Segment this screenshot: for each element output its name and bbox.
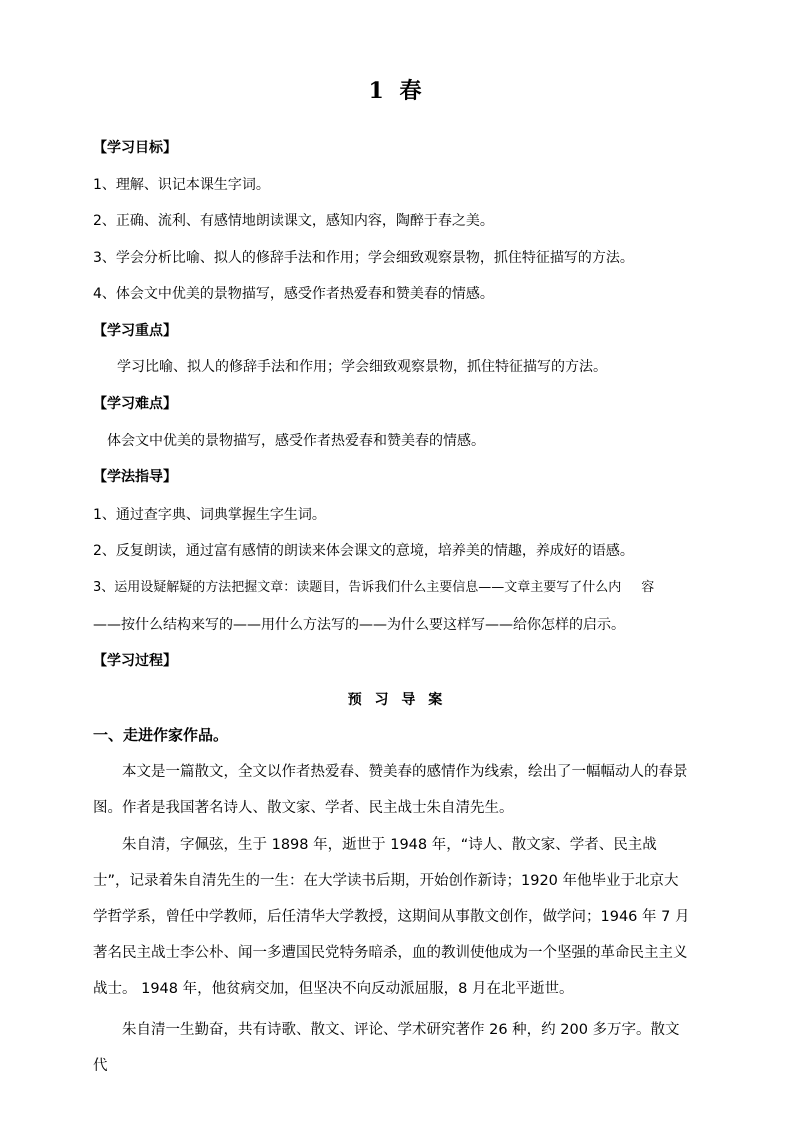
difficulty-text: 体会文中优美的景物描写，感受作者热爱春和赞美春的情感。 — [107, 433, 485, 449]
method-heading: 【学法指导】 — [93, 469, 177, 485]
objective-item-4: 4、体会文中优美的景物描写，感受作者热爱春和赞美春的情感。 — [93, 286, 494, 302]
focus-heading: 【学习重点】 — [93, 323, 177, 339]
method-item-3-text: 3、运用设疑解疑的方法把握文章：读题目，告诉我们什么主要信息——文章主要写了什么内 — [93, 580, 622, 595]
method-item-2: 2、反复朗读，通过富有感情的朗读来体会课文的意境，培养美的情趣，养成好的语感。 — [93, 543, 634, 559]
difficulty-heading: 【学习难点】 — [93, 396, 177, 412]
paragraph-1: 本文是一篇散文，全文以作者热爱春、赞美春的感情作为线索，绘出了一幅幅动人的春景图。作者是我国著名诗人、散文家、学者、民主战士朱自清先生。 — [93, 764, 688, 816]
objective-item-2: 2、正确、流利、有感情地朗读课文，感知内容，陶醉于春之美。 — [93, 213, 494, 229]
focus-text: 学习比喻、拟人的修辞手法和作用；学会细致观察景物，抓住特征描写的方法。 — [117, 359, 607, 375]
method-item-3-continued: ——按什么结构来写的——用什么方法写的——为什么要这样写——给你怎样的启示。 — [93, 617, 625, 633]
document-title: 1 春 — [368, 78, 426, 104]
process-heading: 【学习过程】 — [93, 653, 177, 669]
method-item-3 — [93, 578, 654, 598]
objectives-heading: 【学习目标】 — [93, 140, 177, 156]
paragraph-2: 朱自清，字佩弦，生于 1898 年，逝世于 1948 年，“诗人、散文家、学者、民主战士”，记录着朱自清先生的一生：在大学读书后期，开始创作新诗；1920 年他毕业于北京大学哲学系，曾任中学教师，后任清华大学教授，这期间从事散文创作，做学问；1946 年 7 月著名民主战士李公朴、闻一多遭国民党特务暗杀，血的教训使他成为一个坚强的革命民主主义战士。 1948 年，他贫病交加，但坚决不向反动派屈服，8 月在北平逝世。 — [93, 837, 690, 997]
section-1-heading: 一、走进作家作品。 — [93, 726, 229, 744]
method-item-3-tail: 容 — [641, 580, 655, 595]
objective-item-3: 3、学会分析比喻、拟人的修辞手法和作用；学会细致观察景物，抓住特征描写的方法。 — [93, 250, 634, 266]
objective-item-1: 1、理解、识记本课生字词。 — [93, 177, 270, 193]
preview-guide-subtitle: 预 习 导 案 — [347, 692, 447, 708]
paragraph-3: 朱自清一生勤奋，共有诗歌、散文、评论、学术研究著作 26 种，约 200 多万字。散文代 — [93, 1022, 680, 1074]
method-item-1: 1、通过查字典、词典掌握生字生词。 — [93, 507, 326, 523]
